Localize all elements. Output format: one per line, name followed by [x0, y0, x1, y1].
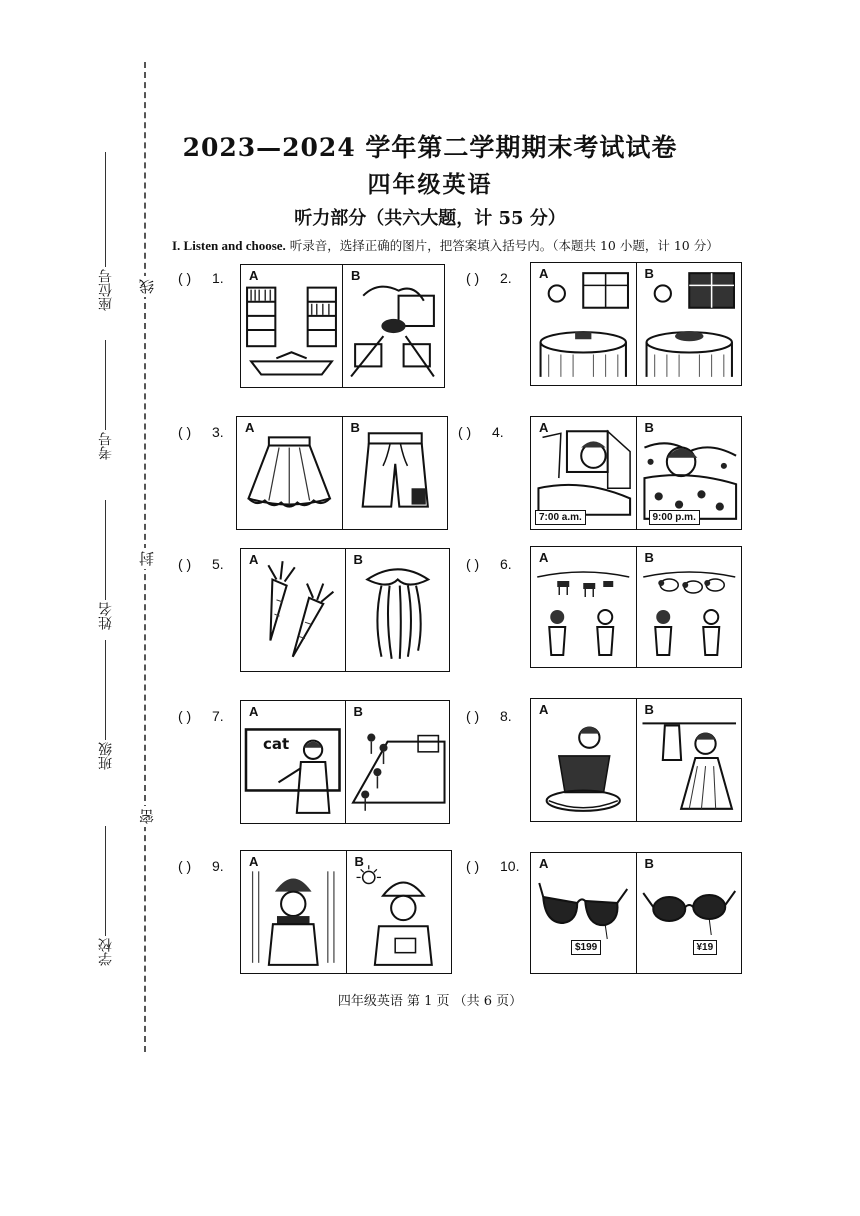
sunglasses-icon — [637, 853, 742, 973]
field-label-class: 班级 — [98, 742, 114, 770]
q10-price-tag-a: $199 — [571, 940, 601, 955]
seal-char-xian: 线 — [136, 276, 157, 297]
field-exam-number — [96, 340, 116, 460]
question-5-pictures — [240, 548, 450, 672]
sunglasses-icon — [531, 853, 636, 973]
answer-blank-10[interactable]: ( ) — [466, 858, 480, 874]
question-8-number: ( ) 8. — [466, 708, 512, 724]
field-school — [96, 826, 116, 966]
answer-blank-5[interactable]: ( ) — [178, 556, 192, 572]
answer-blank-9[interactable]: ( ) — [178, 858, 192, 874]
cold-weather-icon — [241, 851, 346, 973]
library-icon — [241, 265, 342, 387]
question-9-number: ( ) 9. — [178, 858, 224, 874]
washing-clothes-icon — [531, 699, 636, 821]
section-heading: I. Listen and choose. — [172, 238, 286, 253]
question-3-number: ( ) 3. — [178, 424, 224, 440]
section-instruction — [172, 236, 719, 254]
question-2-pictures — [530, 262, 742, 386]
section-instruction-text: 听录音，选择正确的图片，把答案填入括号内。（本题共 10 小题，计 10 分） — [285, 238, 719, 253]
answer-blank-3[interactable]: ( ) — [178, 424, 192, 440]
hanging-clothes-icon — [637, 699, 742, 821]
seal-char-mi: 密 — [136, 806, 157, 827]
q9-option-a-cold[interactable]: A — [241, 851, 346, 973]
question-4-pictures — [530, 416, 742, 530]
seal-char-feng: 封 — [136, 548, 157, 569]
field-name — [96, 500, 116, 630]
part-title: 听力部分（共六大题，计 55 分） — [294, 208, 566, 229]
question-8-pictures — [530, 698, 742, 822]
question-1-number: ( ) 1. — [178, 270, 224, 286]
q9-option-b-sunny[interactable]: B — [346, 851, 452, 973]
question-3-pictures — [236, 416, 448, 530]
q3-option-a-skirt[interactable]: A — [237, 417, 342, 529]
horse-farm-icon — [531, 547, 636, 667]
exam-title: 2023—2024 学年第二学期期末考试试卷 — [182, 133, 678, 162]
q5-option-b-green-beans[interactable]: B — [345, 549, 450, 671]
q3-option-b-shorts[interactable]: B — [342, 417, 448, 529]
q5-option-a-carrots[interactable]: A — [241, 549, 345, 671]
question-10-pictures — [530, 852, 742, 974]
q7-option-a-teacher[interactable]: A cat — [241, 701, 345, 823]
field-line-school[interactable] — [106, 826, 107, 936]
q10-option-a-expensive-glasses[interactable]: A $199 — [531, 853, 636, 973]
question-7-number: ( ) 7. — [178, 708, 224, 724]
q1-option-b-classroom[interactable]: B — [342, 265, 444, 387]
page-footer: 四年级英语 第 1 页 （共 6 页） — [337, 994, 523, 1009]
field-label-name: 姓名 — [98, 602, 114, 630]
field-class — [96, 640, 116, 770]
q10-option-b-cheap-glasses[interactable]: B ¥19 — [636, 853, 742, 973]
field-label-exam: 考号 — [98, 432, 114, 460]
carrot-icon — [241, 549, 345, 671]
question-6-number: ( ) 6. — [466, 556, 512, 572]
sunny-weather-icon — [347, 851, 452, 973]
bean-icon — [346, 549, 450, 671]
q10-price-tag-b: ¥19 — [693, 940, 718, 955]
q2-option-a-daytime-table[interactable]: A — [531, 263, 636, 385]
field-label-school: 学校 — [98, 938, 114, 966]
question-2-number: ( ) 2. — [466, 270, 512, 286]
table-window-night-icon — [637, 263, 742, 385]
teacher-blackboard-icon — [241, 701, 345, 823]
answer-blank-7[interactable]: ( ) — [178, 708, 192, 724]
field-line-name[interactable] — [106, 500, 107, 600]
field-label-seat: 座位号 — [98, 269, 114, 311]
q2-option-b-night-table[interactable]: B — [636, 263, 742, 385]
q4-time-tag-a: 7:00 a.m. — [535, 510, 586, 525]
question-10-number: ( ) 10. — [466, 858, 520, 874]
q1-option-a-library[interactable]: A — [241, 265, 342, 387]
answer-blank-4[interactable]: ( ) — [458, 424, 472, 440]
question-4-number: ( ) 4. — [458, 424, 504, 440]
blackboard-word: cat — [263, 735, 290, 753]
subject-title: 四年级英语 — [367, 171, 493, 198]
table-window-day-icon — [531, 263, 636, 385]
q4-time-tag-b: 9:00 p.m. — [649, 510, 700, 525]
question-9-pictures — [240, 850, 452, 974]
question-1-pictures — [240, 264, 445, 388]
q8-option-b-hanging[interactable]: B — [636, 699, 742, 821]
answer-blank-8[interactable]: ( ) — [466, 708, 480, 724]
q6-option-a-horses[interactable]: A — [531, 547, 636, 667]
sheep-farm-icon — [637, 547, 742, 667]
field-line-class[interactable] — [106, 640, 107, 740]
answer-blank-1[interactable]: ( ) — [178, 270, 192, 286]
question-5-number: ( ) 5. — [178, 556, 224, 572]
q4-option-b-night[interactable]: B 9:00 p.m. — [636, 417, 742, 529]
classroom-icon — [343, 265, 444, 387]
q7-option-b-playground[interactable]: B — [345, 701, 450, 823]
q6-option-b-sheep[interactable]: B — [636, 547, 742, 667]
playground-icon — [346, 701, 450, 823]
answer-blank-2[interactable]: ( ) — [466, 270, 480, 286]
shorts-icon — [343, 417, 448, 529]
field-line-exam[interactable] — [106, 340, 107, 430]
q4-option-a-morning[interactable]: A 7:00 a.m. — [531, 417, 636, 529]
skirt-icon — [237, 417, 342, 529]
question-6-pictures — [530, 546, 742, 668]
q8-option-a-washing[interactable]: A — [531, 699, 636, 821]
answer-blank-6[interactable]: ( ) — [466, 556, 480, 572]
question-7-pictures — [240, 700, 450, 824]
